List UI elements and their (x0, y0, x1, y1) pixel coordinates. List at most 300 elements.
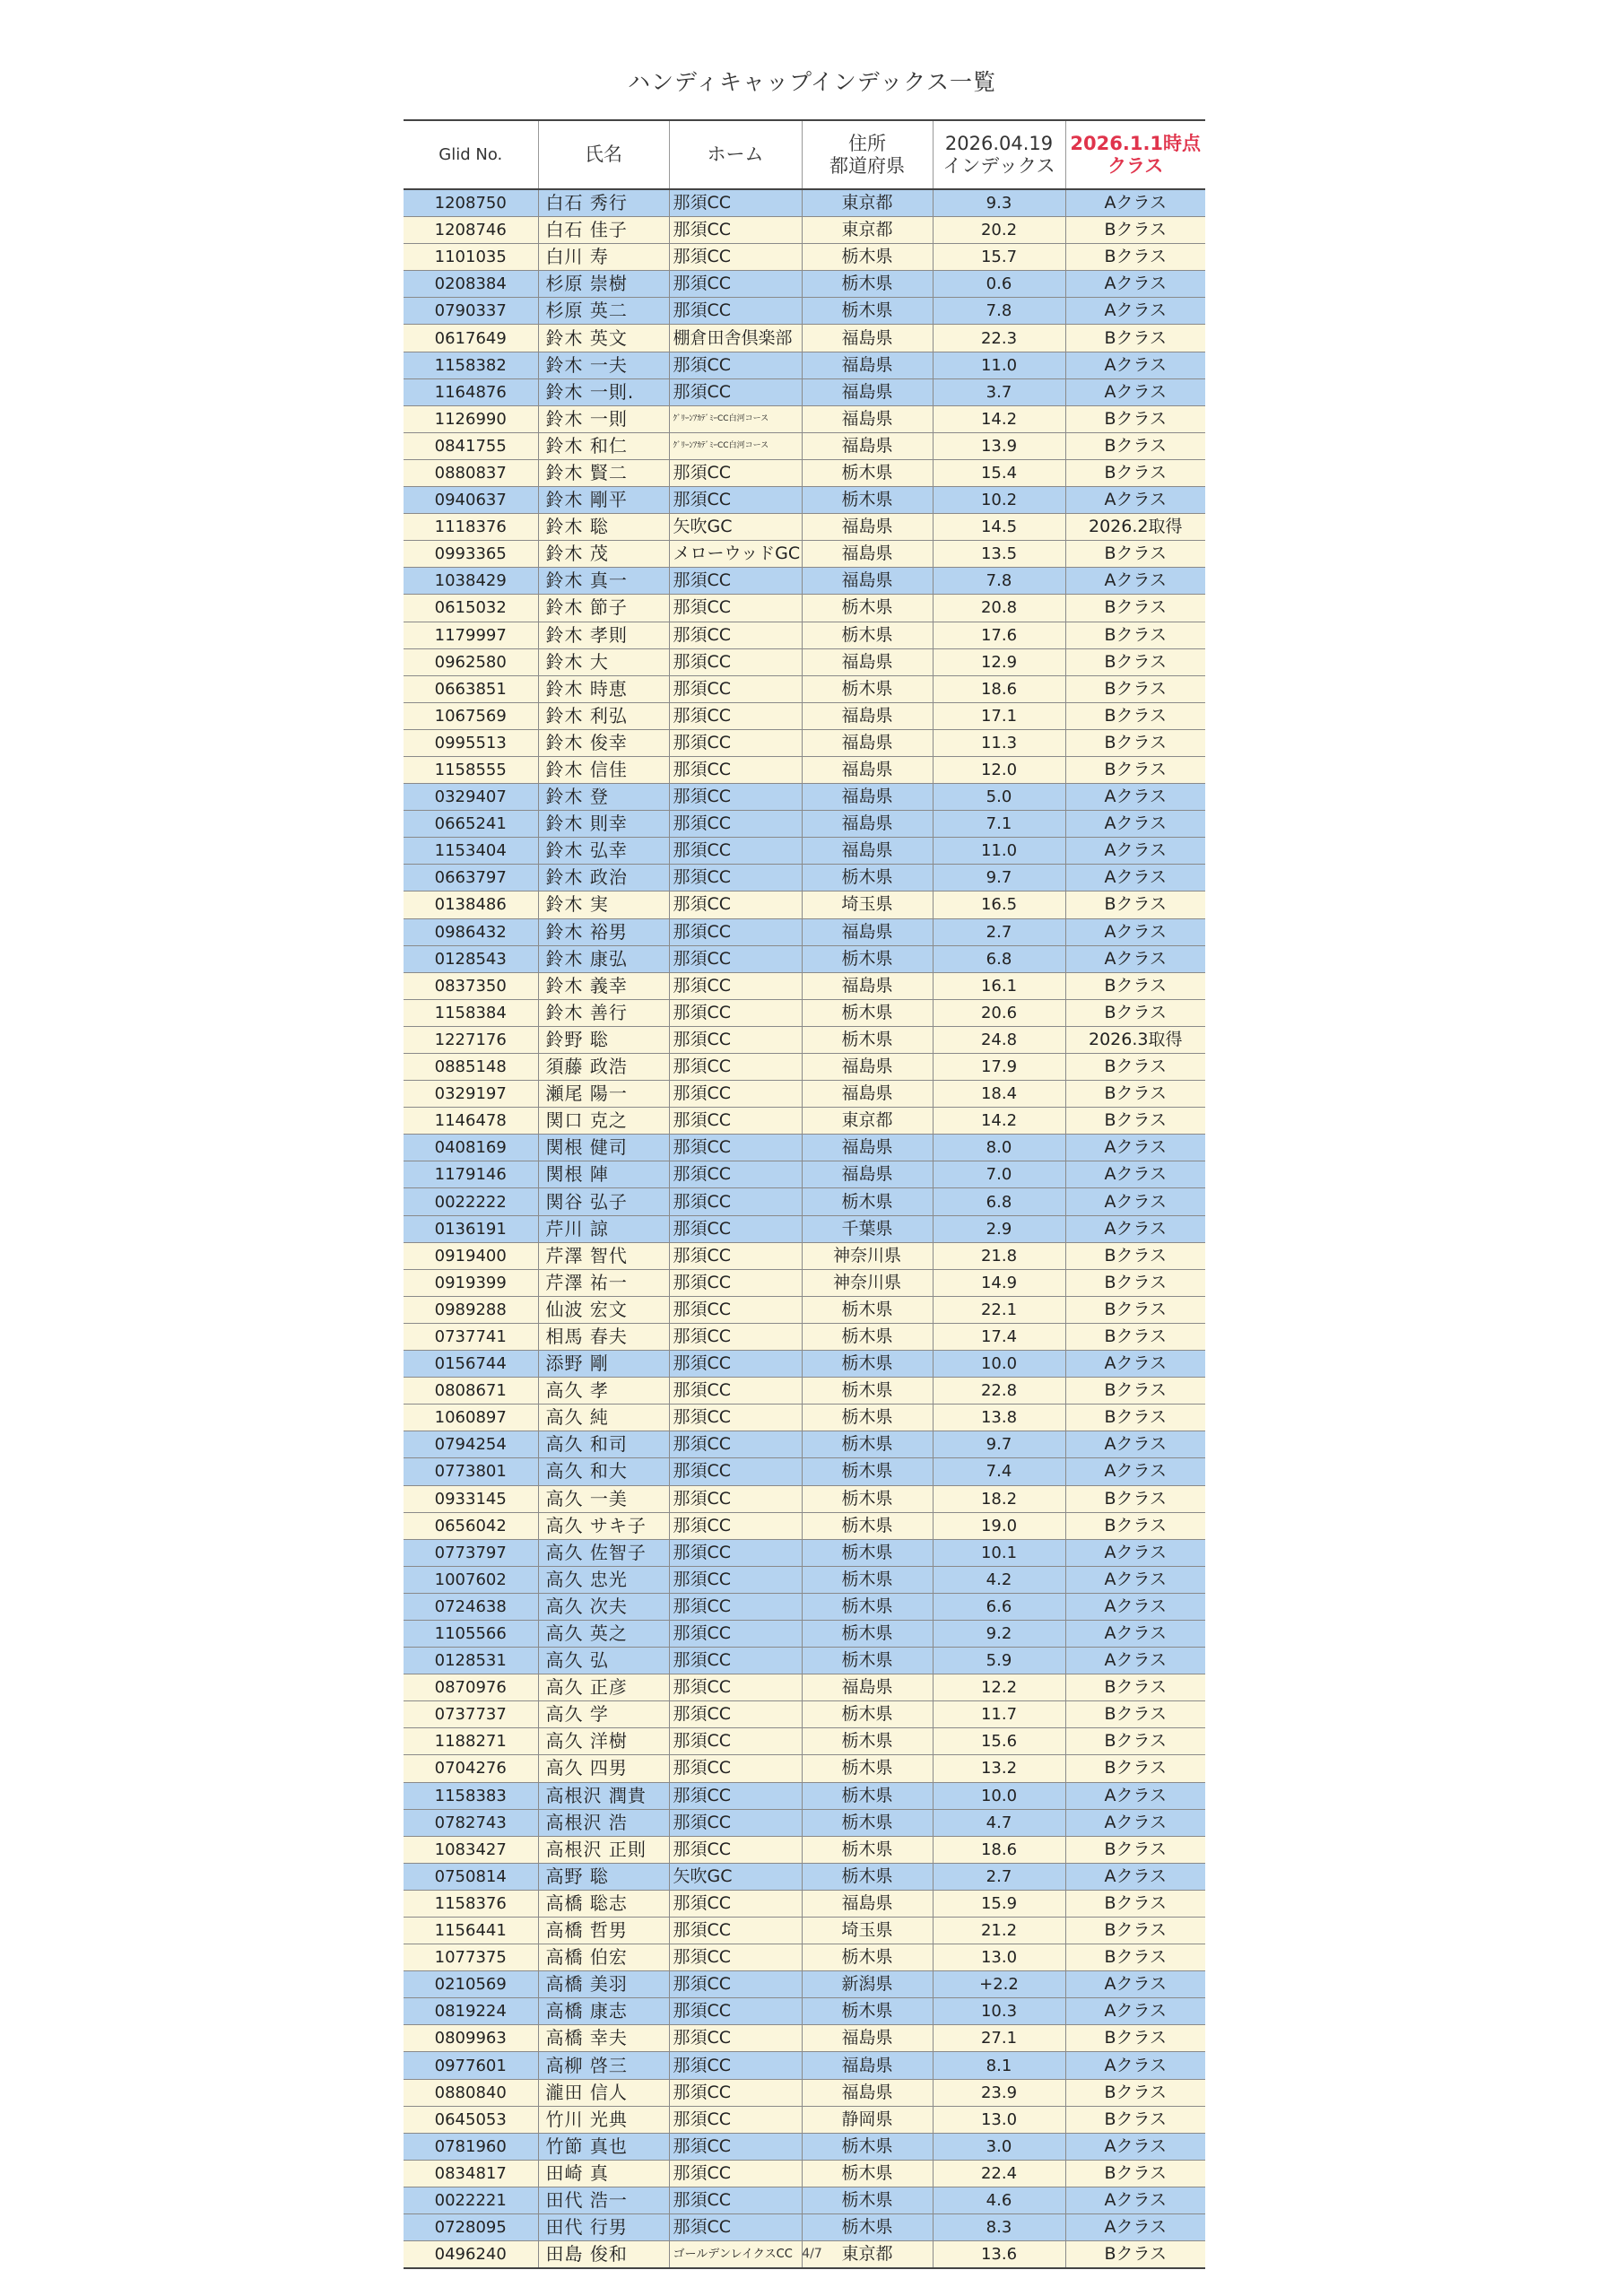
table-row (404, 811, 1205, 838)
table-row (404, 1755, 1205, 1782)
cell-glid: 1118376 (404, 514, 538, 541)
table-row (404, 2025, 1205, 2052)
cell-home: ｸﾞﾘｰﾝｱｶﾃﾞﾐｰCC白河コース (669, 405, 802, 432)
cell-prefecture: 福島県 (802, 1135, 933, 1161)
cell-glid: 0794254 (404, 1431, 538, 1458)
cell-glid: 0989288 (404, 1296, 538, 1323)
table-row (404, 675, 1205, 702)
table-row (404, 1215, 1205, 1242)
cell-home: 那須CC (669, 1512, 802, 1539)
cell-name: 芹澤 智代 (538, 1242, 669, 1269)
table-row (404, 1161, 1205, 1188)
header-glid: Glid No. (404, 120, 538, 189)
cell-glid: 1083427 (404, 1836, 538, 1863)
cell-prefecture: 栃木県 (802, 459, 933, 486)
cell-glid: 0728095 (404, 2214, 538, 2241)
cell-name: 白石 佳子 (538, 217, 669, 244)
table-row (404, 945, 1205, 972)
cell-name: 杉原 英二 (538, 298, 669, 325)
cell-name: 須藤 政浩 (538, 1054, 669, 1081)
cell-name: 竹節 真也 (538, 2133, 669, 2160)
cell-glid: 0962580 (404, 648, 538, 675)
table-row (404, 1323, 1205, 1350)
cell-class: Aクラス (1065, 189, 1205, 217)
cell-prefecture: 神奈川県 (802, 1242, 933, 1269)
cell-class: Bクラス (1065, 432, 1205, 459)
table-row (404, 217, 1205, 244)
table-row (404, 459, 1205, 486)
cell-prefecture: 栃木県 (802, 1836, 933, 1863)
cell-prefecture: 栃木県 (802, 945, 933, 972)
cell-glid: 0496240 (404, 2241, 538, 2269)
cell-index: 13.2 (933, 1755, 1065, 1782)
header-class-line2: クラス (1107, 154, 1164, 177)
cell-glid: 1146478 (404, 1108, 538, 1135)
cell-glid: 0819224 (404, 1998, 538, 2025)
cell-prefecture: 東京都 (802, 1108, 933, 1135)
cell-prefecture: 栃木県 (802, 1998, 933, 2025)
cell-prefecture: 栃木県 (802, 298, 933, 325)
cell-class: Aクラス (1065, 2052, 1205, 2079)
cell-index: 24.8 (933, 1026, 1065, 1053)
cell-home: 那須CC (669, 1323, 802, 1350)
cell-home: 那須CC (669, 298, 802, 325)
cell-glid: 0993365 (404, 541, 538, 568)
table-row (404, 702, 1205, 729)
header-index (933, 120, 1065, 189)
cell-prefecture: 栃木県 (802, 999, 933, 1026)
cell-class: Aクラス (1065, 1620, 1205, 1647)
cell-class: Bクラス (1065, 244, 1205, 271)
cell-glid: 0940637 (404, 487, 538, 514)
cell-prefecture: 栃木県 (802, 1728, 933, 1755)
cell-name: 鈴木 康弘 (538, 945, 669, 972)
cell-class: Bクラス (1065, 1378, 1205, 1405)
cell-index: 6.8 (933, 945, 1065, 972)
cell-class: Aクラス (1065, 918, 1205, 945)
cell-glid: 0329197 (404, 1081, 538, 1108)
table-body (404, 189, 1205, 2268)
cell-prefecture: 栃木県 (802, 2133, 933, 2160)
cell-class: Aクラス (1065, 838, 1205, 865)
table-row (404, 1728, 1205, 1755)
cell-glid: 1164876 (404, 378, 538, 405)
cell-index: 3.7 (933, 378, 1065, 405)
cell-home: 那須CC (669, 972, 802, 999)
table-row (404, 1242, 1205, 1269)
cell-home: 那須CC (669, 352, 802, 378)
cell-home: ゴールデンレイクスCC (669, 2241, 802, 2269)
cell-name: 鈴木 節子 (538, 595, 669, 622)
cell-name: 鈴木 弘幸 (538, 838, 669, 865)
cell-index: 14.2 (933, 405, 1065, 432)
cell-prefecture: 栃木県 (802, 865, 933, 891)
table-row (404, 999, 1205, 1026)
cell-glid: 1060897 (404, 1405, 538, 1431)
cell-home: 那須CC (669, 1296, 802, 1323)
cell-index: 16.5 (933, 891, 1065, 918)
cell-home: 棚倉田舎倶楽部 (669, 325, 802, 352)
cell-class: Aクラス (1065, 1593, 1205, 1620)
table-row (404, 838, 1205, 865)
cell-home: メローウッドGC (669, 541, 802, 568)
cell-class: Bクラス (1065, 541, 1205, 568)
cell-index: 10.1 (933, 1539, 1065, 1566)
cell-index: 11.0 (933, 352, 1065, 378)
table-row (404, 271, 1205, 298)
cell-glid: 0704276 (404, 1755, 538, 1782)
cell-index: 9.3 (933, 189, 1065, 217)
table-row (404, 405, 1205, 432)
table-row (404, 1809, 1205, 1836)
cell-glid: 0750814 (404, 1863, 538, 1890)
cell-class: Aクラス (1065, 1161, 1205, 1188)
cell-glid: 0128531 (404, 1648, 538, 1674)
cell-glid: 1077375 (404, 1944, 538, 1971)
table-row (404, 972, 1205, 999)
cell-prefecture: 埼玉県 (802, 1918, 933, 1944)
cell-prefecture: 栃木県 (802, 2187, 933, 2213)
cell-index: 17.6 (933, 622, 1065, 648)
table-row (404, 2160, 1205, 2187)
cell-class: Aクラス (1065, 1188, 1205, 1215)
cell-glid: 0665241 (404, 811, 538, 838)
cell-class: Aクラス (1065, 1351, 1205, 1378)
cell-name: 高柳 啓三 (538, 2052, 669, 2079)
cell-home: 那須CC (669, 568, 802, 595)
cell-name: 関口 克之 (538, 1108, 669, 1135)
cell-glid: 0808671 (404, 1378, 538, 1405)
cell-index: 18.6 (933, 1836, 1065, 1863)
cell-prefecture: 福島県 (802, 432, 933, 459)
table-row (404, 648, 1205, 675)
cell-name: 白川 寿 (538, 244, 669, 271)
cell-prefecture: 栃木県 (802, 271, 933, 298)
cell-home: 那須CC (669, 1081, 802, 1108)
cell-prefecture: 福島県 (802, 568, 933, 595)
cell-index: 16.1 (933, 972, 1065, 999)
cell-name: 鈴木 則幸 (538, 811, 669, 838)
cell-glid: 1158555 (404, 756, 538, 783)
cell-glid: 0022221 (404, 2187, 538, 2213)
table-row (404, 2187, 1205, 2213)
table-row (404, 244, 1205, 271)
header-index-line1: 2026.04.19 (944, 132, 1054, 154)
cell-glid: 0156744 (404, 1351, 538, 1378)
cell-name: 瀧田 信人 (538, 2079, 669, 2106)
cell-index: 7.8 (933, 568, 1065, 595)
table-row (404, 1944, 1205, 1971)
cell-glid: 0919399 (404, 1269, 538, 1296)
table-row (404, 1269, 1205, 1296)
cell-home: 那須CC (669, 1108, 802, 1135)
cell-index: 10.3 (933, 1998, 1065, 2025)
cell-class: Bクラス (1065, 1674, 1205, 1701)
cell-name: 鈴木 登 (538, 784, 669, 811)
cell-name: 高久 四男 (538, 1755, 669, 1782)
cell-name: 高久 佐智子 (538, 1539, 669, 1566)
table-row (404, 2214, 1205, 2241)
cell-index: 17.9 (933, 1054, 1065, 1081)
cell-name: 田島 俊和 (538, 2241, 669, 2269)
cell-name: 鈴木 義幸 (538, 972, 669, 999)
cell-home: 那須CC (669, 811, 802, 838)
cell-name: 高橋 康志 (538, 1998, 669, 2025)
cell-prefecture: 栃木県 (802, 1863, 933, 1890)
cell-home: 那須CC (669, 1648, 802, 1674)
cell-index: 14.5 (933, 514, 1065, 541)
table-row (404, 1405, 1205, 1431)
cell-glid: 1158384 (404, 999, 538, 1026)
cell-home: 那須CC (669, 1431, 802, 1458)
cell-index: 23.9 (933, 2079, 1065, 2106)
cell-class: Bクラス (1065, 1512, 1205, 1539)
cell-name: 鈴木 賢二 (538, 459, 669, 486)
cell-class: Aクラス (1065, 1431, 1205, 1458)
cell-prefecture: 福島県 (802, 541, 933, 568)
cell-class: Bクラス (1065, 405, 1205, 432)
cell-glid: 0885148 (404, 1054, 538, 1081)
table-row (404, 865, 1205, 891)
cell-index: 13.6 (933, 2241, 1065, 2269)
cell-prefecture: 新潟県 (802, 1971, 933, 1998)
cell-name: 鈴木 聡 (538, 514, 669, 541)
cell-glid: 0136191 (404, 1215, 538, 1242)
cell-name: 鈴野 聡 (538, 1026, 669, 1053)
cell-class: Bクラス (1065, 1323, 1205, 1350)
cell-glid: 1227176 (404, 1026, 538, 1053)
cell-class: Aクラス (1065, 1863, 1205, 1890)
cell-home: 那須CC (669, 1593, 802, 1620)
cell-name: 高久 純 (538, 1405, 669, 1431)
cell-class: Bクラス (1065, 1944, 1205, 1971)
cell-name: 高久 忠光 (538, 1566, 669, 1593)
cell-index: 10.0 (933, 1351, 1065, 1378)
cell-glid: 1208750 (404, 189, 538, 217)
cell-index: 22.4 (933, 2160, 1065, 2187)
cell-name: 高橋 美羽 (538, 1971, 669, 1998)
cell-class: Bクラス (1065, 1242, 1205, 1269)
cell-glid: 1153404 (404, 838, 538, 865)
cell-name: 鈴木 信佳 (538, 756, 669, 783)
cell-index: 8.1 (933, 2052, 1065, 2079)
table-row (404, 2052, 1205, 2079)
cell-prefecture: 福島県 (802, 648, 933, 675)
cell-glid: 0737741 (404, 1323, 538, 1350)
cell-name: 関根 陣 (538, 1161, 669, 1188)
cell-index: 11.3 (933, 729, 1065, 756)
cell-class: Aクラス (1065, 487, 1205, 514)
cell-index: 15.9 (933, 1890, 1065, 1917)
cell-class: Bクラス (1065, 595, 1205, 622)
table-row (404, 1971, 1205, 1998)
handicap-table-container (404, 119, 1205, 2269)
cell-class: Bクラス (1065, 756, 1205, 783)
table-row (404, 432, 1205, 459)
cell-index: 13.9 (933, 432, 1065, 459)
cell-class: Bクラス (1065, 622, 1205, 648)
cell-class: Aクラス (1065, 1998, 1205, 2025)
cell-prefecture: 栃木県 (802, 1188, 933, 1215)
cell-name: 鈴木 利弘 (538, 702, 669, 729)
cell-class: Aクラス (1065, 1539, 1205, 1566)
cell-name: 鈴木 英文 (538, 325, 669, 352)
cell-name: 鈴木 一夫 (538, 352, 669, 378)
cell-prefecture: 埼玉県 (802, 891, 933, 918)
cell-class: Bクラス (1065, 1755, 1205, 1782)
cell-name: 鈴木 裕男 (538, 918, 669, 945)
header-name: 氏名 (538, 120, 669, 189)
cell-glid: 1105566 (404, 1620, 538, 1647)
cell-name: 鈴木 剛平 (538, 487, 669, 514)
cell-class: Bクラス (1065, 1485, 1205, 1512)
cell-index: 9.7 (933, 1431, 1065, 1458)
cell-home: 那須CC (669, 1836, 802, 1863)
cell-prefecture: 栃木県 (802, 1458, 933, 1485)
table-row (404, 1108, 1205, 1135)
cell-name: 高久 一美 (538, 1485, 669, 1512)
cell-prefecture: 福島県 (802, 514, 933, 541)
cell-prefecture: 福島県 (802, 405, 933, 432)
cell-prefecture: 静岡県 (802, 2106, 933, 2133)
table-row (404, 784, 1205, 811)
cell-glid: 0408169 (404, 1135, 538, 1161)
cell-index: 2.7 (933, 918, 1065, 945)
cell-prefecture: 福島県 (802, 1161, 933, 1188)
cell-class: Bクラス (1065, 675, 1205, 702)
cell-prefecture: 神奈川県 (802, 1269, 933, 1296)
cell-class: Aクラス (1065, 1135, 1205, 1161)
cell-prefecture: 福島県 (802, 729, 933, 756)
cell-class: Aクラス (1065, 378, 1205, 405)
cell-home: 矢吹GC (669, 514, 802, 541)
handicap-index-table (404, 119, 1205, 2269)
cell-name: 鈴木 時恵 (538, 675, 669, 702)
cell-prefecture: 福島県 (802, 325, 933, 352)
table-row (404, 1026, 1205, 1053)
cell-index: 14.2 (933, 1108, 1065, 1135)
cell-class: Aクラス (1065, 865, 1205, 891)
cell-index: 11.7 (933, 1701, 1065, 1728)
cell-name: 高久 洋樹 (538, 1728, 669, 1755)
cell-home: 那須CC (669, 838, 802, 865)
cell-home: 那須CC (669, 1701, 802, 1728)
cell-index: 10.2 (933, 487, 1065, 514)
cell-name: 仙波 宏文 (538, 1296, 669, 1323)
cell-index: 4.2 (933, 1566, 1065, 1593)
cell-prefecture: 福島県 (802, 1054, 933, 1081)
cell-glid: 0656042 (404, 1512, 538, 1539)
table-row (404, 378, 1205, 405)
cell-index: 18.2 (933, 1485, 1065, 1512)
cell-prefecture: 福島県 (802, 811, 933, 838)
cell-home: 那須CC (669, 1971, 802, 1998)
cell-home: 那須CC (669, 244, 802, 271)
cell-name: 相馬 春夫 (538, 1323, 669, 1350)
cell-glid: 0329407 (404, 784, 538, 811)
cell-class: Aクラス (1065, 1458, 1205, 1485)
cell-prefecture: 栃木県 (802, 1944, 933, 1971)
table-row (404, 487, 1205, 514)
cell-index: 5.9 (933, 1648, 1065, 1674)
cell-home: 那須CC (669, 1135, 802, 1161)
cell-home: 那須CC (669, 2133, 802, 2160)
cell-name: 高根沢 浩 (538, 1809, 669, 1836)
table-row (404, 1081, 1205, 1108)
cell-home: 那須CC (669, 784, 802, 811)
cell-prefecture: 栃木県 (802, 2160, 933, 2187)
table-row (404, 352, 1205, 378)
cell-index: +2.2 (933, 1971, 1065, 1998)
cell-prefecture: 福島県 (802, 838, 933, 865)
cell-home: 那須CC (669, 189, 802, 217)
cell-index: 22.3 (933, 325, 1065, 352)
cell-prefecture: 東京都 (802, 2241, 933, 2269)
cell-home: 那須CC (669, 217, 802, 244)
cell-glid: 0919400 (404, 1242, 538, 1269)
cell-glid: 0870976 (404, 1674, 538, 1701)
cell-home: 那須CC (669, 2079, 802, 2106)
cell-glid: 0663851 (404, 675, 538, 702)
cell-glid: 0809963 (404, 2025, 538, 2052)
cell-name: 芹川 諒 (538, 1215, 669, 1242)
cell-home: 那須CC (669, 1620, 802, 1647)
cell-class: Aクラス (1065, 1215, 1205, 1242)
cell-index: 12.2 (933, 1674, 1065, 1701)
cell-name: 高久 英之 (538, 1620, 669, 1647)
cell-index: 7.0 (933, 1161, 1065, 1188)
table-row (404, 1890, 1205, 1917)
cell-class: 2026.2取得 (1065, 514, 1205, 541)
cell-name: 鈴木 実 (538, 891, 669, 918)
table-row (404, 1593, 1205, 1620)
cell-home: 那須CC (669, 1809, 802, 1836)
cell-class: Bクラス (1065, 1405, 1205, 1431)
cell-name: 高久 学 (538, 1701, 669, 1728)
cell-index: 13.8 (933, 1405, 1065, 1431)
table-row (404, 189, 1205, 217)
cell-index: 21.2 (933, 1918, 1065, 1944)
cell-glid: 1007602 (404, 1566, 538, 1593)
cell-home: 那須CC (669, 1161, 802, 1188)
cell-name: 鈴木 和仁 (538, 432, 669, 459)
cell-name: 鈴木 茂 (538, 541, 669, 568)
cell-index: 22.1 (933, 1296, 1065, 1323)
cell-index: 2.7 (933, 1863, 1065, 1890)
cell-index: 8.0 (933, 1135, 1065, 1161)
cell-index: 27.1 (933, 2025, 1065, 2052)
cell-home: 那須CC (669, 729, 802, 756)
cell-index: 18.6 (933, 675, 1065, 702)
cell-prefecture: 福島県 (802, 918, 933, 945)
cell-prefecture: 福島県 (802, 2025, 933, 2052)
cell-home: 那須CC (669, 1215, 802, 1242)
cell-name: 高久 和司 (538, 1431, 669, 1458)
cell-class: Bクラス (1065, 217, 1205, 244)
cell-prefecture: 栃木県 (802, 1755, 933, 1782)
cell-class: Aクラス (1065, 1971, 1205, 1998)
cell-home: 那須CC (669, 2106, 802, 2133)
cell-home: 那須CC (669, 1918, 802, 1944)
table-row (404, 1458, 1205, 1485)
cell-glid: 1067569 (404, 702, 538, 729)
cell-home: 那須CC (669, 675, 802, 702)
table-row (404, 1998, 1205, 2025)
cell-glid: 1179146 (404, 1161, 538, 1188)
header-index-line2: インデックス (942, 154, 1055, 177)
page-number: 4/7 (802, 2247, 822, 2261)
cell-class: Aクラス (1065, 352, 1205, 378)
